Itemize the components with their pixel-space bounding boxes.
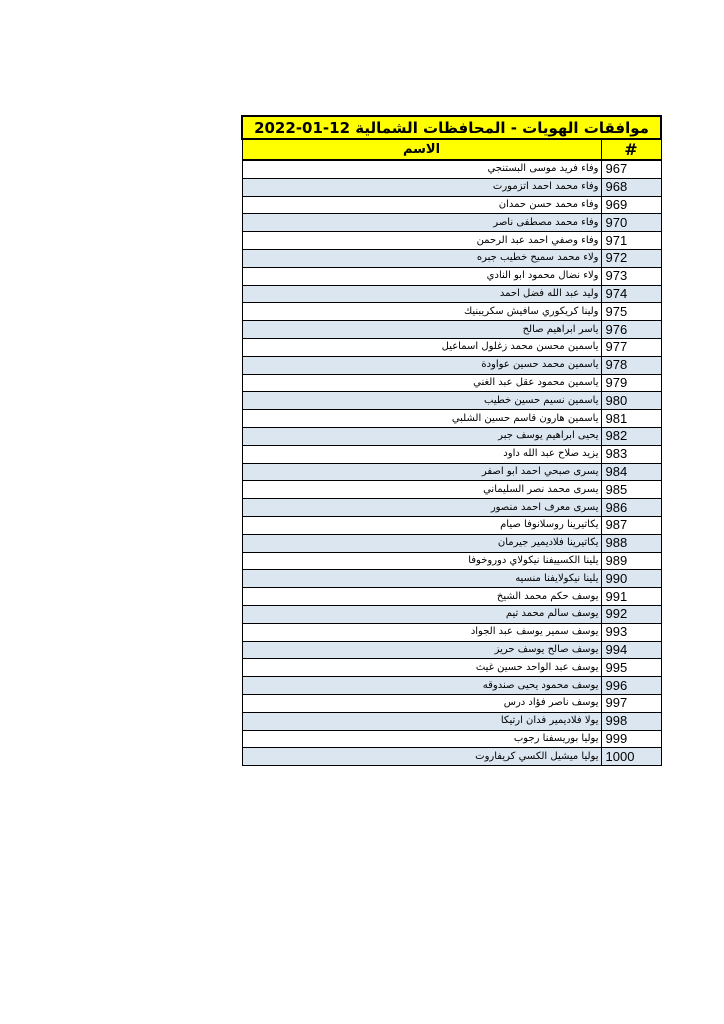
table-row [242, 659, 661, 677]
row-name-cell: وفاء وصفي احمد عبد الرحمن [242, 232, 601, 250]
row-name-cell: وفاء محمد حسن حمدان [242, 196, 601, 214]
table-row [242, 321, 661, 339]
row-name-cell: ياسمين محمود عقل عبد الغني [242, 374, 601, 392]
row-number-cell: 996 [601, 677, 661, 695]
table-row [242, 570, 661, 588]
row-number-cell: 984 [601, 463, 661, 481]
row-number-cell: 989 [601, 552, 661, 570]
row-name-cell: ولاء محمد سميح خطيب جبره [242, 249, 601, 267]
table-row [242, 748, 661, 766]
row-name-cell: ياسمين محسن محمد زغلول اسماعيل [242, 338, 601, 356]
row-number-cell: 986 [601, 499, 661, 517]
row-name-cell: يوسف ناصر فؤاد درس [242, 694, 601, 712]
table-row [242, 178, 661, 196]
row-name-cell: يحيى ابراهيم يوسف جبر [242, 427, 601, 445]
row-name-cell: ياسمين هارون قاسم حسين الشلبي [242, 410, 601, 428]
row-name-cell: يوسف عبد الواحد حسين غيث [242, 659, 601, 677]
table-row [242, 677, 661, 695]
row-number-cell: 978 [601, 356, 661, 374]
row-name-cell: ياسر ابراهيم صالح [242, 321, 601, 339]
row-number-cell: 983 [601, 445, 661, 463]
row-name-cell: يوسف سالم محمد تيم [242, 605, 601, 623]
row-number-cell: 968 [601, 178, 661, 196]
row-name-cell: يسرى صبحي احمد ابو اصفر [242, 463, 601, 481]
row-number-cell: 993 [601, 623, 661, 641]
row-number-cell: 990 [601, 570, 661, 588]
row-number-cell: 977 [601, 338, 661, 356]
row-number-cell: 973 [601, 267, 661, 285]
title-row [242, 116, 661, 139]
row-number-cell: 970 [601, 214, 661, 232]
table-row [242, 445, 661, 463]
row-name-cell: ياسمين محمد حسين عواودة [242, 356, 601, 374]
row-number-cell: 994 [601, 641, 661, 659]
row-number-cell: 975 [601, 303, 661, 321]
row-name-cell: يوليا بوريسفنا رجوب [242, 730, 601, 748]
row-number-cell: 985 [601, 481, 661, 499]
row-number-cell: 982 [601, 427, 661, 445]
row-name-cell: يوسف صالح يوسف حريز [242, 641, 601, 659]
row-number-cell: 991 [601, 588, 661, 606]
row-name-cell: وفاء محمد احمد اتزمورت [242, 178, 601, 196]
row-name-cell: يزيد صلاح عبد الله داود [242, 445, 601, 463]
row-number-cell: 995 [601, 659, 661, 677]
table-row [242, 499, 661, 517]
row-number-cell: 998 [601, 712, 661, 730]
table-row [242, 160, 661, 178]
table-row [242, 641, 661, 659]
row-name-cell: وفاء فريد موسى البستنجي [242, 160, 601, 178]
row-number-cell: 967 [601, 160, 661, 178]
table-title: موافقات الهويات - المحافظات الشمالية 12-01-2022 [242, 116, 661, 139]
row-name-cell: وليد عبد الله فضل احمد [242, 285, 601, 303]
table-row [242, 303, 661, 321]
table-row [242, 267, 661, 285]
row-number-cell: 971 [601, 232, 661, 250]
table-row [242, 552, 661, 570]
table-row [242, 196, 661, 214]
table-row [242, 623, 661, 641]
row-name-cell: يوسف حكم محمد الشيخ [242, 588, 601, 606]
table-row [242, 356, 661, 374]
name-column-header: الاسم [242, 139, 601, 160]
table-row [242, 588, 661, 606]
row-name-cell: يكاتيرينا فلاديمير جيرمان [242, 534, 601, 552]
table-row [242, 427, 661, 445]
row-name-cell: يلينا الكسييفنا نيكولاي دوروخوفا [242, 552, 601, 570]
row-number-cell: 981 [601, 410, 661, 428]
row-number-cell: 997 [601, 694, 661, 712]
table-row [242, 249, 661, 267]
table-row [242, 730, 661, 748]
row-name-cell: يسرى معرف احمد منصور [242, 499, 601, 517]
table-row [242, 374, 661, 392]
table-row [242, 605, 661, 623]
row-name-cell: يسرى محمد نصر السليماني [242, 481, 601, 499]
table-row [242, 285, 661, 303]
table-row [242, 694, 661, 712]
table-row [242, 712, 661, 730]
row-number-cell: 987 [601, 516, 661, 534]
table-row [242, 463, 661, 481]
table-row [242, 214, 661, 232]
table-row [242, 534, 661, 552]
approvals-table [241, 115, 662, 766]
table-row [242, 410, 661, 428]
table-row [242, 232, 661, 250]
header-row [242, 139, 661, 160]
row-name-cell: ولاء نضال محمود ابو النادي [242, 267, 601, 285]
row-number-cell: 976 [601, 321, 661, 339]
row-number-cell: 1000 [601, 748, 661, 766]
row-name-cell: يوليا ميشيل الكسي كريفاروت [242, 748, 601, 766]
row-number-cell: 999 [601, 730, 661, 748]
row-number-cell: 972 [601, 249, 661, 267]
row-name-cell: وفاء محمد مصطفى ناصر [242, 214, 601, 232]
row-number-cell: 969 [601, 196, 661, 214]
row-number-cell: 974 [601, 285, 661, 303]
row-name-cell: يولا فلاديمير فدان ارتيكا [242, 712, 601, 730]
row-name-cell: يلينا نيكولايفنا منسيه [242, 570, 601, 588]
number-column-header: # [601, 139, 661, 160]
row-number-cell: 992 [601, 605, 661, 623]
row-name-cell: ياسمين نسيم حسين خطيب [242, 392, 601, 410]
row-number-cell: 980 [601, 392, 661, 410]
row-number-cell: 979 [601, 374, 661, 392]
table-row [242, 392, 661, 410]
table-row [242, 516, 661, 534]
row-number-cell: 988 [601, 534, 661, 552]
row-name-cell: يوسف سمير يوسف عبد الجواد [242, 623, 601, 641]
row-name-cell: يكاتيرينا روسلانوفا صيام [242, 516, 601, 534]
row-name-cell: يوسف محمود يحيى صندوقه [242, 677, 601, 695]
row-name-cell: ولينا كريكوري سافيش سكريبنيك [242, 303, 601, 321]
table-row [242, 481, 661, 499]
table-body [242, 160, 661, 766]
table-row [242, 338, 661, 356]
